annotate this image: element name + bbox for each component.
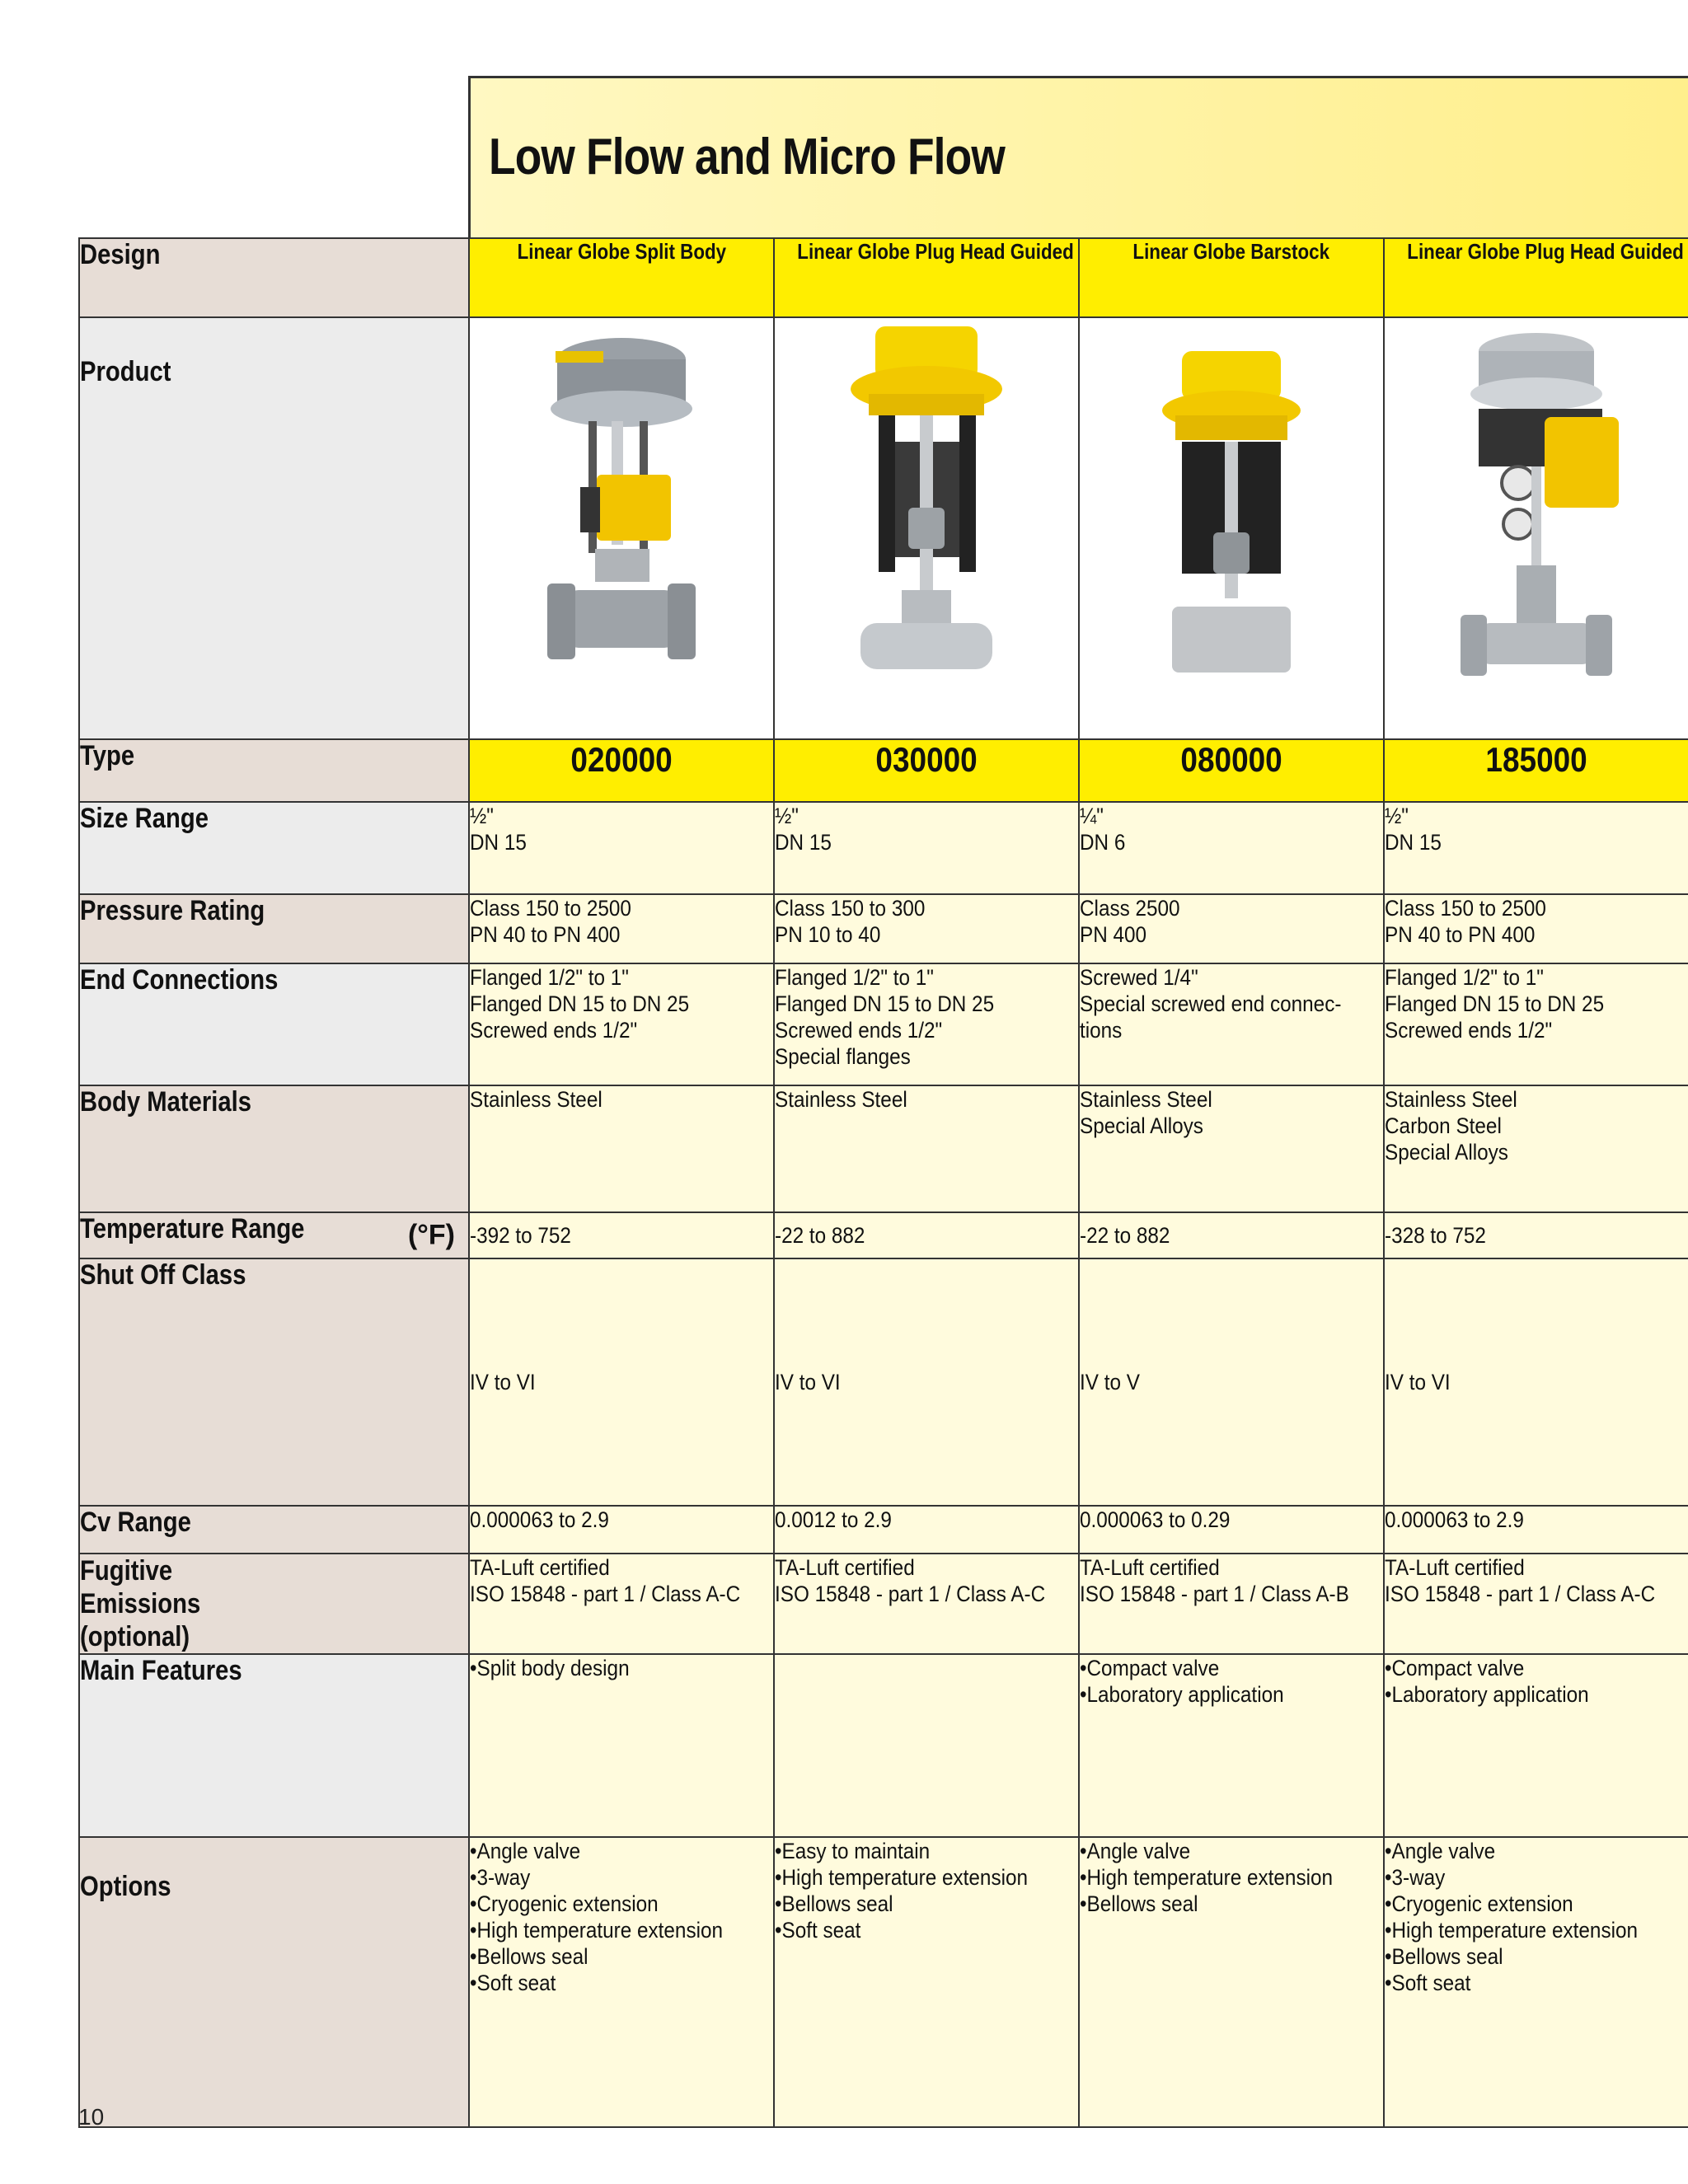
- options-0: [469, 1837, 774, 2127]
- label-main-features: Main Features: [79, 1654, 469, 1837]
- size-2: ¼" DN 6: [1079, 802, 1384, 894]
- label-type: Type: [79, 739, 469, 802]
- label-options: Options: [79, 1837, 469, 2127]
- shutoff-2: IV to V: [1079, 1258, 1384, 1506]
- temperature-3: -328 to 752: [1384, 1212, 1688, 1258]
- barstock-valve-icon: [1141, 318, 1322, 697]
- row-main-features: [79, 1654, 1688, 1837]
- label-shut-off-class: Shut Off Class: [79, 1258, 469, 1506]
- label-body-materials: Body Materials: [79, 1085, 469, 1212]
- label-fugitive-emissions: Fugitive Emissions (optional): [79, 1554, 469, 1654]
- materials-3: Stainless Steel Carbon Steel Special Alloys: [1384, 1085, 1688, 1212]
- design-2: Linear Globe Barstock: [1079, 238, 1384, 317]
- list-item: • 3-way: [1385, 1864, 1658, 1891]
- type-2: 080000: [1079, 739, 1384, 802]
- plug-head-valve-icon: [836, 318, 1017, 697]
- end-2: Screwed 1/4" Special screwed end connec- tions: [1079, 963, 1384, 1085]
- list-item: • Cryogenic extension: [1385, 1891, 1658, 1917]
- list-item: • Angle valve: [1080, 1838, 1353, 1864]
- label-design: Design: [79, 238, 469, 317]
- options-2: [1079, 1837, 1384, 2127]
- product-image-3: [1384, 317, 1688, 739]
- temperature-0: -392 to 752: [469, 1212, 774, 1258]
- split-body-valve-icon: [531, 318, 712, 697]
- positioner-valve-icon: [1446, 318, 1627, 697]
- row-shut-off-class: [79, 1258, 1688, 1506]
- size-1: ½" DN 15: [774, 802, 1079, 894]
- type-0: 020000: [469, 739, 774, 802]
- row-size-range: [79, 802, 1688, 894]
- label-product: Product: [79, 317, 469, 739]
- size-0: ½" DN 15: [469, 802, 774, 894]
- cv-2: 0.000063 to 0.29: [1079, 1506, 1384, 1554]
- list-item: • Laboratory application: [1385, 1681, 1658, 1708]
- label-pressure-rating: Pressure Rating: [79, 894, 469, 963]
- list-item: • Soft seat: [1385, 1970, 1658, 1996]
- cv-1: 0.0012 to 2.9: [774, 1506, 1079, 1554]
- features-2: [1079, 1654, 1384, 1837]
- options-3: [1384, 1837, 1688, 2127]
- row-design: [79, 238, 1688, 317]
- fugitive-0: TA-Luft certified ISO 15848 - part 1 / Class A-C: [469, 1554, 774, 1654]
- spec-table: [78, 237, 1688, 2128]
- design-1: Linear Globe Plug Head Guided: [774, 238, 1079, 317]
- list-item: • Compact valve: [1385, 1655, 1658, 1681]
- list-item: • Bellows seal: [1385, 1943, 1658, 1970]
- features-1: [774, 1654, 1079, 1837]
- list-item: • Compact valve: [1080, 1655, 1353, 1681]
- fugitive-2: TA-Luft certified ISO 15848 - part 1 / Class A-B: [1079, 1554, 1384, 1654]
- shutoff-3: IV to VI: [1384, 1258, 1688, 1506]
- label-end-connections: End Connections: [79, 963, 469, 1085]
- temperature-1: -22 to 882: [774, 1212, 1079, 1258]
- shutoff-1: IV to VI: [774, 1258, 1079, 1506]
- product-image-2: [1079, 317, 1384, 739]
- label-cv-range: Cv Range: [79, 1506, 469, 1554]
- pressure-0: Class 150 to 2500 PN 40 to PN 400: [469, 894, 774, 963]
- label-size-range: Size Range: [79, 802, 469, 894]
- list-item: • High temperature extension: [1080, 1864, 1353, 1891]
- row-end-connections: [79, 963, 1688, 1085]
- product-image-0: [469, 317, 774, 739]
- list-item: • High temperature extension: [775, 1864, 1048, 1891]
- row-temperature-range: [79, 1212, 1688, 1258]
- row-body-materials: [79, 1085, 1688, 1212]
- list-item: • Angle valve: [1385, 1838, 1658, 1864]
- features-3: [1384, 1654, 1688, 1837]
- temperature-unit: (°F): [407, 1219, 455, 1251]
- pressure-1: Class 150 to 300 PN 10 to 40: [774, 894, 1079, 963]
- list-item: • Bellows seal: [775, 1891, 1048, 1917]
- list-item: • Laboratory application: [1080, 1681, 1353, 1708]
- row-cv-range: [79, 1506, 1688, 1554]
- list-item: • Split body design: [470, 1655, 743, 1681]
- materials-0: Stainless Steel: [469, 1085, 774, 1212]
- temperature-2: -22 to 882: [1079, 1212, 1384, 1258]
- end-1: Flanged 1/2" to 1" Flanged DN 15 to DN 25 Screwed ends 1/2" Special flanges: [774, 963, 1079, 1085]
- options-1: [774, 1837, 1079, 2127]
- list-item: • Bellows seal: [470, 1943, 743, 1970]
- list-item: • High temperature extension: [1385, 1917, 1658, 1943]
- type-1: 030000: [774, 739, 1079, 802]
- list-item: • Cryogenic extension: [470, 1891, 743, 1917]
- list-item: • Soft seat: [470, 1970, 743, 1996]
- fugitive-3: TA-Luft certified ISO 15848 - part 1 / Class A-C: [1384, 1554, 1688, 1654]
- design-0: Linear Globe Split Body: [469, 238, 774, 317]
- cv-0: 0.000063 to 2.9: [469, 1506, 774, 1554]
- design-3: Linear Globe Plug Head Guided: [1384, 238, 1688, 317]
- row-product: [79, 317, 1688, 739]
- list-item: • Bellows seal: [1080, 1891, 1353, 1917]
- row-fugitive-emissions: [79, 1554, 1688, 1654]
- title-banner: [468, 76, 1688, 237]
- end-3: Flanged 1/2" to 1" Flanged DN 15 to DN 25 Screwed ends 1/2": [1384, 963, 1688, 1085]
- product-image-1: [774, 317, 1079, 739]
- type-3: 185000: [1384, 739, 1688, 802]
- label-temperature-range: Temperature Range (°F): [79, 1212, 469, 1258]
- page-number: 10: [78, 2104, 105, 2130]
- list-item: • Easy to maintain: [775, 1838, 1048, 1864]
- list-item: • 3-way: [470, 1864, 743, 1891]
- pressure-3: Class 150 to 2500 PN 40 to PN 400: [1384, 894, 1688, 963]
- materials-2: Stainless Steel Special Alloys: [1079, 1085, 1384, 1212]
- fugitive-1: TA-Luft certified ISO 15848 - part 1 / Class A-C: [774, 1554, 1079, 1654]
- pressure-2: Class 2500 PN 400: [1079, 894, 1384, 963]
- list-item: • Angle valve: [470, 1838, 743, 1864]
- page-title: Low Flow and Micro Flow: [489, 129, 1005, 185]
- list-item: • High temperature extension: [470, 1917, 743, 1943]
- row-type: [79, 739, 1688, 802]
- list-item: • Soft seat: [775, 1917, 1048, 1943]
- size-3: ½" DN 15: [1384, 802, 1688, 894]
- shutoff-0: IV to VI: [469, 1258, 774, 1506]
- features-0: [469, 1654, 774, 1837]
- row-options: [79, 1837, 1688, 2127]
- cv-3: 0.000063 to 2.9: [1384, 1506, 1688, 1554]
- end-0: Flanged 1/2" to 1" Flanged DN 15 to DN 25 Screwed ends 1/2": [469, 963, 774, 1085]
- materials-1: Stainless Steel: [774, 1085, 1079, 1212]
- row-pressure-rating: [79, 894, 1688, 963]
